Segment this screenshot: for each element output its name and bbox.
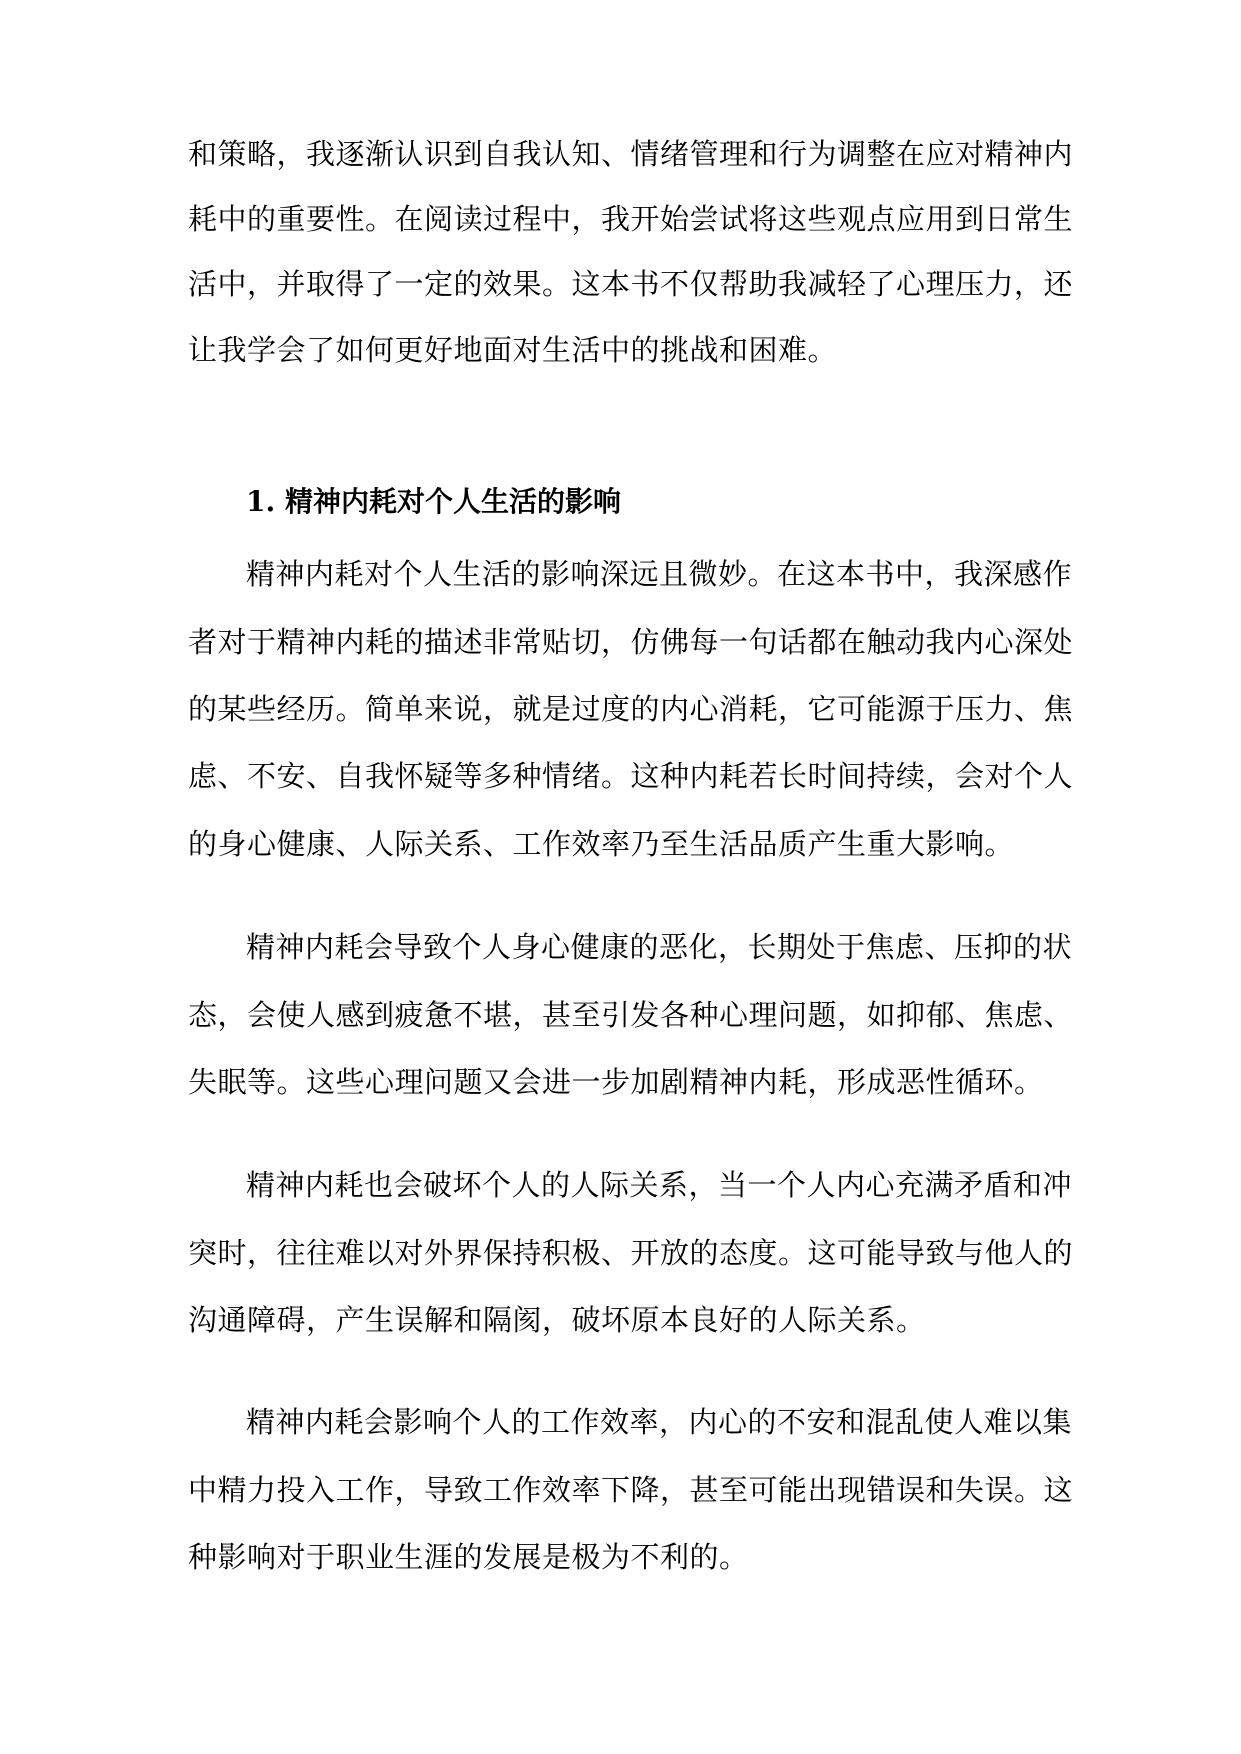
intro-line-3: 活中，并取得了一定的效果。这本书不仅帮助我减轻了心理压力，还 (188, 267, 1074, 301)
paragraph3-line-3: 沟通障碍，产生误解和隔阂，破坏原本良好的人际关系。 (188, 1303, 926, 1337)
paragraph1-line-5: 的身心健康、人际关系、工作效率乃至生活品质产生重大影响。 (188, 827, 1015, 861)
paragraph4-line-1: 精神内耗会影响个人的工作效率，内心的不安和混乱使人难以集 (246, 1405, 1073, 1439)
intro-line-2: 耗中的重要性。在阅读过程中，我开始尝试将这些观点应用到日常生 (188, 202, 1074, 236)
paragraph2-line-2: 态，会使人感到疲惫不堪，甚至引发各种心理问题，如抑郁、焦虑、 (188, 998, 1074, 1032)
paragraph1-line-4: 虑、不安、自我怀疑等多种情绪。这种内耗若长时间持续，会对个人 (188, 759, 1074, 793)
paragraph3-line-2: 突时，往往难以对外界保持积极、开放的态度。这可能导致与他人的 (188, 1236, 1074, 1270)
paragraph1-line-2: 者对于精神内耗的描述非常贴切，仿佛每一句话都在触动我内心深处 (188, 625, 1074, 659)
section-heading: 1. 精神内耗对个人生活的影响 (246, 485, 621, 518)
paragraph2-line-1: 精神内耗会导致个人身心健康的恶化，长期处于焦虑、压抑的状 (246, 930, 1073, 964)
paragraph4-line-3: 种影响对于职业生涯的发展是极为不利的。 (188, 1540, 749, 1574)
paragraph2-line-3: 失眠等。这些心理问题又会进一步加剧精神内耗，形成恶性循环。 (188, 1065, 1044, 1099)
intro-line-4: 让我学会了如何更好地面对生活中的挑战和困难。 (188, 333, 838, 367)
paragraph1-line-1: 精神内耗对个人生活的影响深远且微妙。在这本书中，我深感作 (246, 557, 1073, 591)
paragraph1-line-3: 的某些经历。简单来说，就是过度的内心消耗，它可能源于压力、焦 (188, 692, 1074, 726)
paragraph3-line-1: 精神内耗也会破坏个人的人际关系，当一个人内心充满矛盾和冲 (246, 1168, 1073, 1202)
paragraph4-line-2: 中精力投入工作，导致工作效率下降，甚至可能出现错误和失误。这 (188, 1473, 1074, 1507)
intro-line-1: 和策略，我逐渐认识到自我认知、情绪管理和行为调整在应对精神内 (188, 137, 1074, 171)
